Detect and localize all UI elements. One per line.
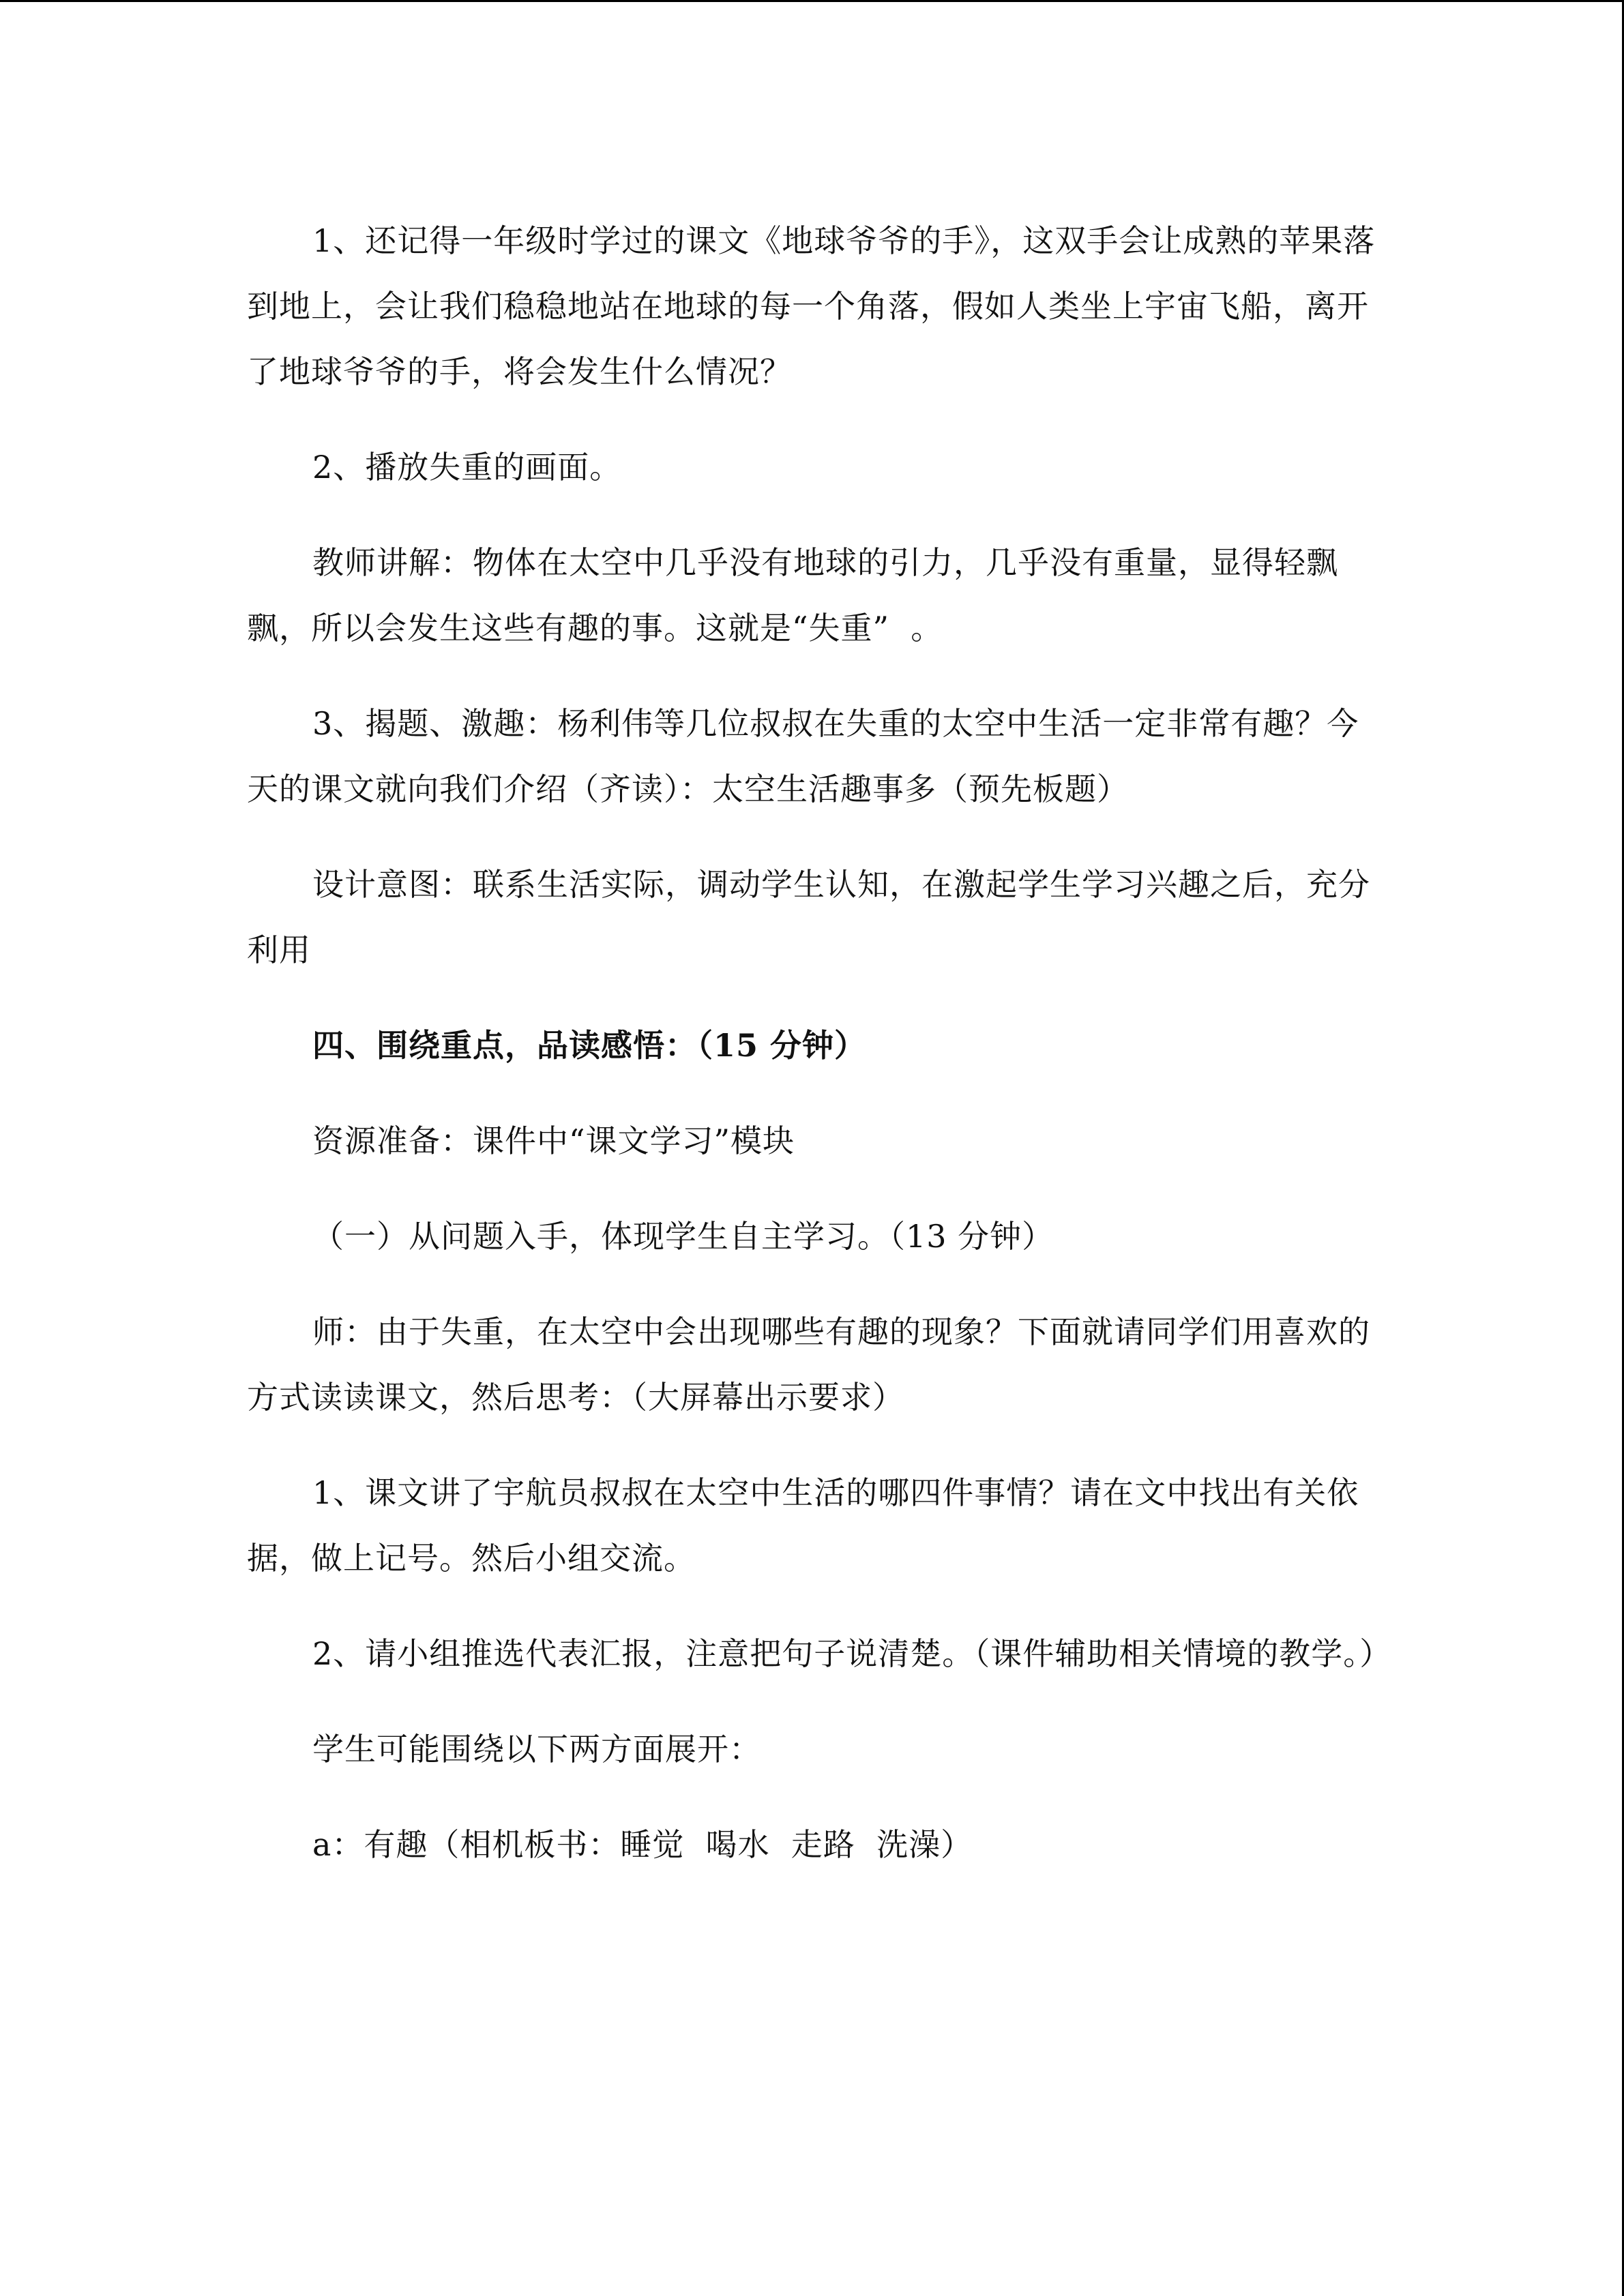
paragraph-task-one: 1、课文讲了宇航员叔叔在太空中生活的哪四件事情？请在文中找出有关依据，做上记号。然后小组交流。 [247, 1474, 1359, 1577]
subsection-heading-one: （一）从问题入手，体现学生自主学习。（13 分钟） [312, 1218, 1054, 1255]
paragraph-resource-preparation: 资源准备：课件中“课文学习”模块 [312, 1122, 795, 1159]
paragraph-teacher-explanation: 教师讲解：物体在太空中几乎没有地球的引力，几乎没有重量，显得轻飘飘，所以会发生这些有趣的事。这就是“失重” 。 [247, 544, 1338, 646]
paragraph-aspect-a: a：有趣（相机板书：睡觉 喝水 走路 洗澡） [312, 1826, 973, 1863]
document-body [247, 208, 1392, 1877]
paragraph-teacher-prompt: 师：由于失重，在太空中会出现哪些有趣的现象？下面就请同学们用喜欢的方式读读课文，然后思考：（大屏幕出示要求） [247, 1313, 1370, 1416]
page-top-border [0, 0, 1624, 2]
paragraph-student-aspects: 学生可能围绕以下两方面展开： [312, 1731, 761, 1768]
section-heading-four: 四、围绕重点，品读感悟：（15 分钟） [312, 1027, 867, 1064]
paragraph-play-weightless-video: 2、播放失重的画面。 [312, 449, 622, 486]
paragraph-question-earth-hands: 1、还记得一年级时学过的课文《地球爷爷的手》，这双手会让成熟的苹果落到地上，会让我们稳稳地站在地球的每一个角落，假如人类坐上宇宙飞船，离开了地球爷爷的手，将会发生什么情况？ [247, 222, 1376, 390]
paragraph-task-two: 2、请小组推选代表汇报，注意把句子说清楚。（课件辅助相关情境的教学。） [312, 1635, 1392, 1672]
paragraph-reveal-topic: 3、揭题、激趣：杨利伟等几位叔叔在失重的太空中生活一定非常有趣？今天的课文就向我们介绍（齐读）：太空生活趣事多（预先板题） [247, 705, 1359, 807]
paragraph-design-intent: 设计意图：联系生活实际，调动学生认知，在激起学生学习兴趣之后，充分利用 [247, 866, 1370, 968]
